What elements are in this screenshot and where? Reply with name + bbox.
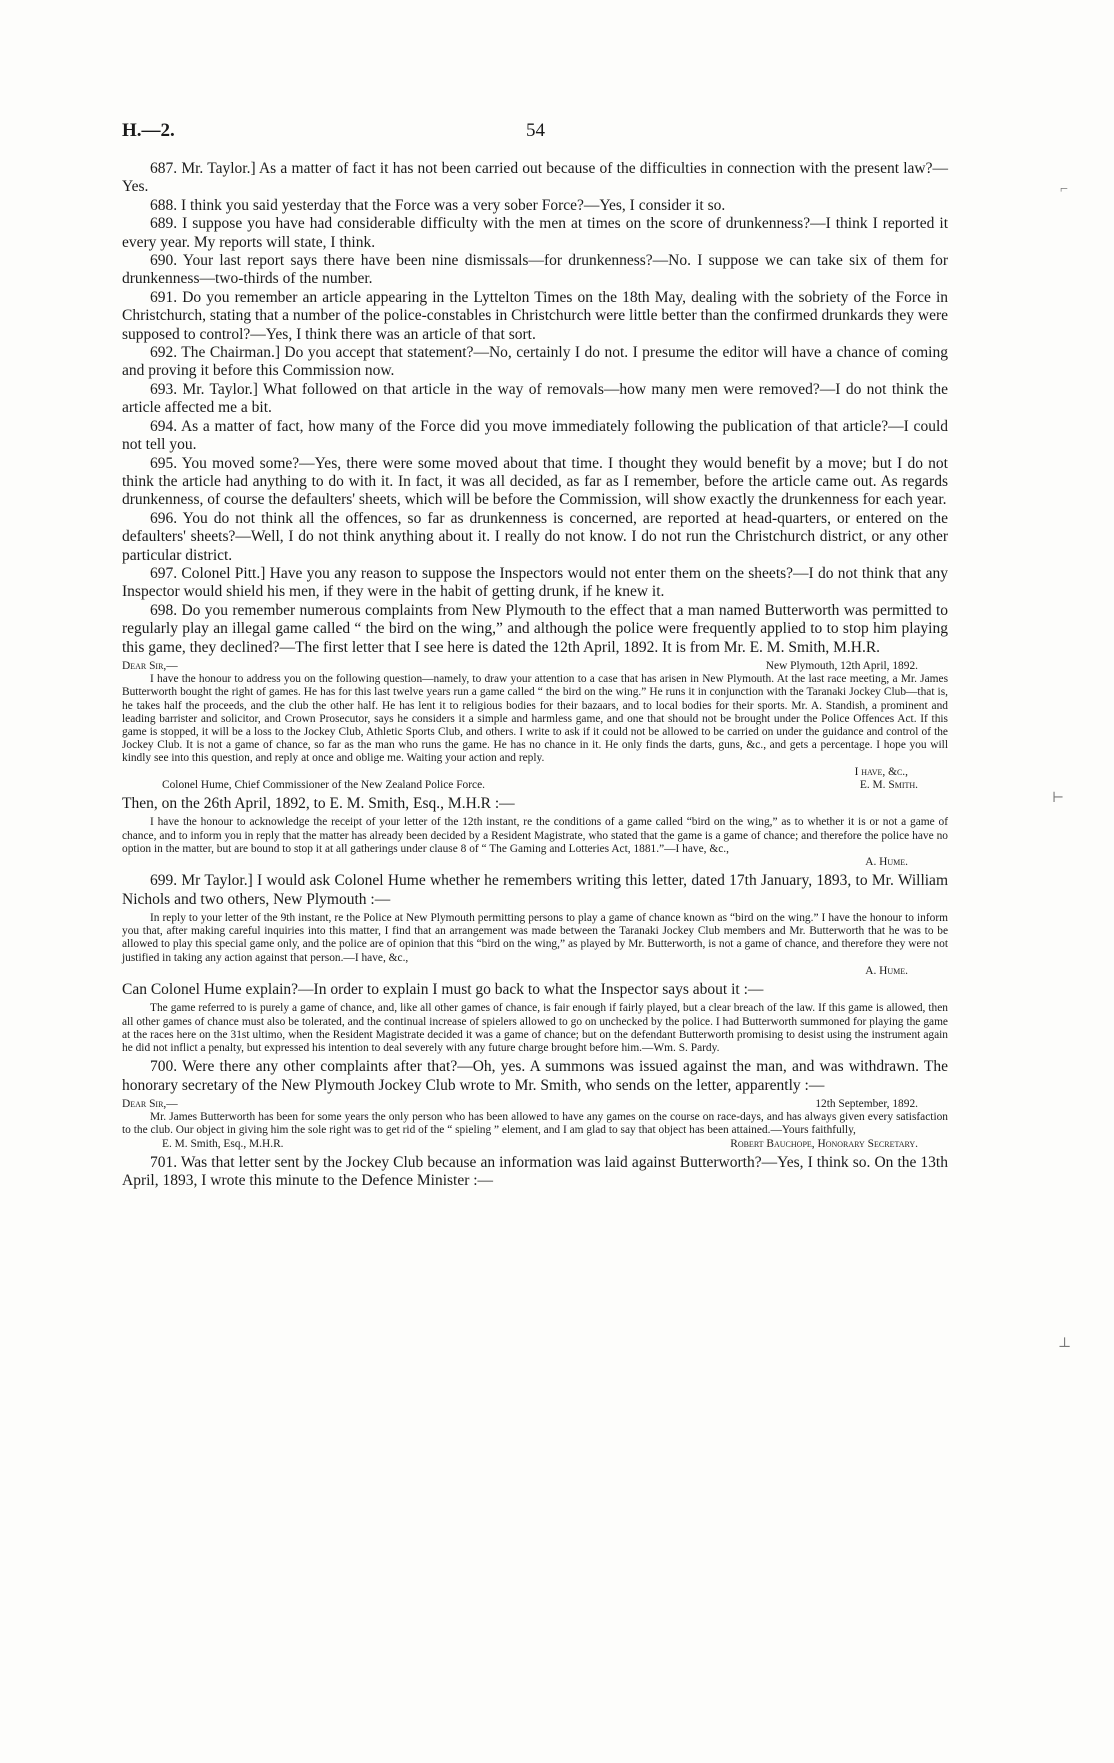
letter-body: I have the honour to address you on the following question—namely, to draw your attention to a case that has arisen in New Plymouth. At the last race meeting, a Mr. James Butterworth bought the right of games. He has for this last twelve years run a game called “ the bird on the wing.” He runs it in conjunction with the Taranaki Jockey Club—that is, he takes half the proceeds, and the club the other half. He has lent it to religious bodies for their bazaars, and to local bodies for their sports. Mr. A. Standish, a prominent and leading barrister and solicitor, and Crown Prosecutor, says he considers it a simple and harmless game, and one that should not be brought under the Police Offences Act. If this game is stopped, it will be a loss to the Jockey Club, Athletic Sports Club, and others. I write to ask if it could not be allowed to be carried on under the guidance and control of the Jockey Club. It is not a game of chance, so far as the man who runs the game. He has no chance in it. He only finds the darts, guns, &c., and gets a percentage. I hope you will kindly see into this question, and reply at once and oblige me. Waiting your action and reply.	[122, 673, 948, 765]
letter-jockey-club	[122, 1098, 948, 1151]
paragraph-699: 699. Mr Taylor.] I would ask Colonel Hume whether he remembers writing this letter, dated 17th January, 1893, to Mr. William Nichols and two others, New Plymouth :—	[122, 872, 948, 908]
paragraph-693: 693. Mr. Taylor.] What followed on that article in the way of removals—how many men were removed?—I do not think the article affected me a bit.	[122, 380, 948, 417]
letter-addressee: Colonel Hume, Chief Commissioner of the New Zealand Police Force.	[162, 778, 485, 791]
letter-heading-row	[122, 660, 948, 673]
letter-addressee: E. M. Smith, Esq., M.H.R.	[162, 1137, 284, 1150]
page-body	[122, 160, 948, 1191]
letter-signature: A. Hume.	[865, 856, 908, 869]
paragraph-692: 692. The Chairman.] Do you accept that statement?—No, certainly I do not. I presume the editor will have a chance of coming and proving it before this Commission now.	[122, 344, 948, 380]
paragraph-688: 688. I think you said yesterday that the Force was a very sober Force?—Yes, I consider it so.	[150, 196, 726, 214]
letter-hume-reply	[122, 816, 948, 869]
paragraph-689: 689. I suppose you have had considerable difficulty with the men at times on the score of drunkenness?—I think I reported it every year. My reports will state, I think.	[122, 215, 948, 251]
letter-date: 12th September, 1892.	[815, 1098, 918, 1111]
letter-signature: A. Hume.	[865, 964, 908, 977]
report-code: H.—2.	[122, 120, 175, 141]
letter-place-date: New Plymouth, 12th April, 1892.	[765, 659, 918, 672]
letter-salutation: Dear Sir,—	[122, 1098, 178, 1111]
document-page	[122, 0, 948, 1763]
letter-body: In reply to your letter of the 9th instant, re the Police at New Plymouth permitting persons to play a game of chance known as “bird on the wing.” I have the honour to inform you that, after making careful inquiries into this matter, I find that an arrangement was made between the Taranaki Jockey Club members and Mr. Butterworth that he was to be allowed to play this special game only, and the police are of opinion that this “bird on the wing,” as played by Mr. Butterworth, is not a game of chance, and therefore they were not justified in taking any action against that person.—I have, &c.,	[122, 912, 948, 964]
paragraph-695: 695. You moved some?—Yes, there were some moved about that time. I thought they would benefit by a move; but I do not think the article had anything to do with it. In fact, it was all decided, as far as I remember, before the article came out. As regards drunkenness, of course the defaulters' sheets, which will be before the Commission, will show exactly the drunkenness for each year.	[122, 454, 948, 509]
page-number: 54	[526, 120, 545, 141]
paragraph-687: 687. Mr. Taylor.] As a matter of fact it has not been carried out because of the difficulties in connection with the present law?—Yes.	[122, 160, 948, 196]
paragraph-696: 696. You do not think all the offences, so far as drunkenness is concerned, are reported at head-quarters, or entered on the defaulters' sheets?—Well, I do not think anything about it. I really do not know. I do not run the Christchurch district, or any other particular district.	[122, 509, 948, 564]
letter-hume-nichols	[122, 912, 948, 978]
paragraph-690: 690. Your last report says there have been nine dismissals—for drunkenness?—No. I suppose we can take six of them for drunkenness—two-thirds of the number.	[122, 252, 948, 288]
paragraph-691: 691. Do you remember an article appearing in the Lyttelton Times on the 18th May, dealing with the sobriety of the Force in Christchurch, stating that a number of the police-constables in Christchurch were little better than the confirmed drunkards they were supposed to control?—Yes, I think there was an article of that sort.	[122, 288, 948, 343]
letter-footer-row	[122, 1138, 948, 1151]
paragraph-698: 698. Do you remember numerous complaints from New Plymouth to the effect that a man named Butterworth was permitted to regularly play an illegal game called “ the bird on the wing,” and although the police were frequently applied to to stop him playing this game, they declined?—The first letter that I see here is dated the 12th April, 1892. It is from Mr. E. M. Smith, M.H.R.	[122, 601, 948, 656]
paragraph-697: 697. Colonel Pitt.] Have you any reason to suppose the Inspectors would not enter them on the sheets?—I do not think that any Inspector would shield his men, if they were in the habit of getting drunk, if he knew it.	[122, 564, 948, 601]
scan-mark-top: ⌐	[1060, 182, 1068, 197]
letter-inspector-report	[122, 1002, 948, 1055]
letter-closing: I have, &c.,	[854, 765, 908, 778]
paragraph-694: 694. As a matter of fact, how many of the Force did you move immediately following the publication of that article?—I could not tell you.	[122, 417, 948, 454]
paragraph-700: 700. Were there any other complaints after that?—Oh, yes. A summons was issued against the man, and was withdrawn. The honorary secretary of the New Plymouth Jockey Club wrote to Mr. Smith, who sends on the letter, apparently :—	[122, 1058, 948, 1094]
letter-body: Mr. James Butterworth has been for some years the only person who has been allowed to have any games on the course on race-days, and has always given every satisfaction to the club. Our object in giving him the sole right was to get rid of the “ spieling ” element, and I am glad to say that object has been attained.—Yours faithfully,	[122, 1111, 948, 1137]
scan-mark-middle: ⊢	[1052, 791, 1065, 806]
explain-line: Can Colonel Hume explain?—In order to explain I must go back to what the Inspector says about it :—	[122, 981, 764, 999]
letter-signature: E. M. Smith.	[859, 778, 918, 791]
letter-signature: Robert Bauchope, Honorary Secretary.	[730, 1137, 918, 1150]
scan-mark-bottom: ⊥	[1058, 1336, 1072, 1351]
letter-footer-row	[122, 779, 948, 792]
letter-body: I have the honour to acknowledge the receipt of your letter of the 12th instant, re the conditions of a game called “bird on the wing,” as to whether it is or not a game of chance, and to inform you in reply that the matter has already been decided by a Resident Magistrate, who stated that the game is a game of chance; and therefore the police have no option in the matter, but are bound to stop it at all gatherings under clause 8 of “ The Gaming and Lotteries Act, 1881.”—I have, &c.,	[122, 816, 948, 855]
letter-heading-row	[122, 1098, 948, 1111]
paragraph-701: 701. Was that letter sent by the Jockey Club because an information was laid against Butterworth?—Yes, I think so. On the 13th April, 1893, I wrote this minute to the Defence Minister :—	[122, 1153, 948, 1190]
letter-body: The game referred to is purely a game of chance, and, like all other games of chance, is fair enough if fairly played, but a clear breach of the law. If this game is allowed, then all other games of chance must also be tolerated, and the continual increase of spielers allowed to go on unchecked by the police. I had Butterworth summoned for playing the game at the races here on the 31st ultimo, when the Resident Magistrate decided it was a game of chance; but on the defendant Butterworth promising to desist using the instrument again he did not inflict a penalty, but expressed his intention to deal severely with any future charge brought before him.—Wm. S. Pardy.	[122, 1002, 948, 1055]
letter-smith-1892	[122, 660, 948, 792]
letter-salutation: Dear Sir,—	[122, 659, 178, 672]
then-line: Then, on the 26th April, 1892, to E. M. Smith, Esq., M.H.R :—	[122, 795, 515, 812]
page-header	[122, 120, 948, 146]
